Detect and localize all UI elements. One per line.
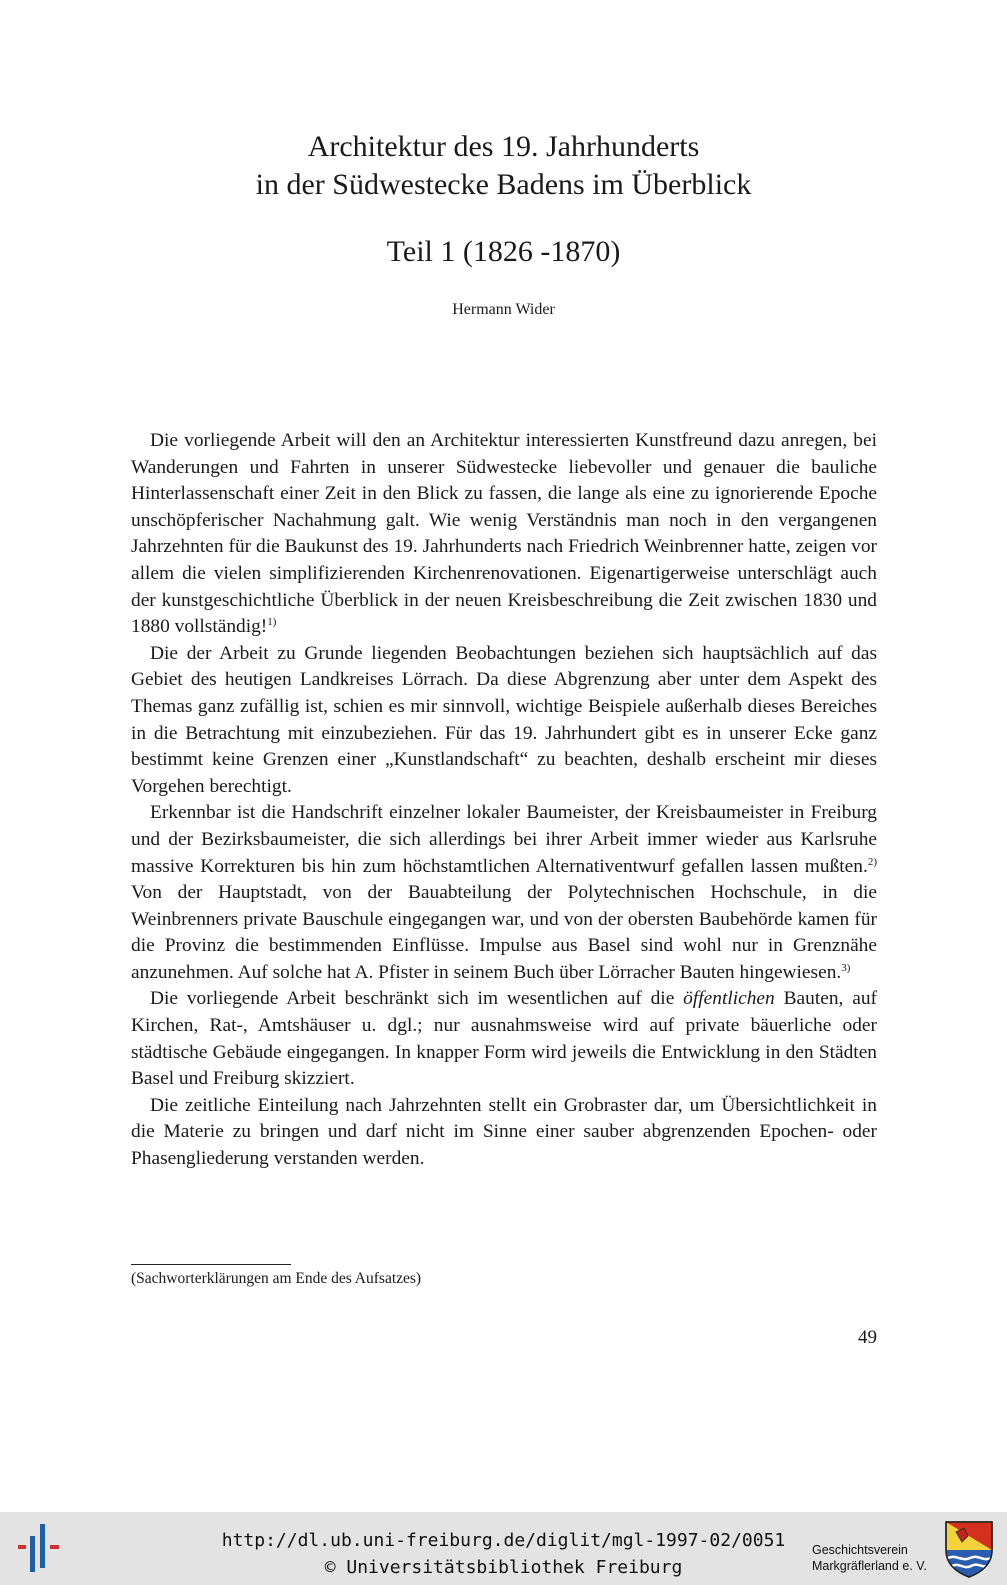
society-line-2: Markgräflerland e. V. <box>812 1559 927 1573</box>
footnote-ref-3: 3) <box>841 961 851 974</box>
author-name: Hermann Wider <box>452 301 555 318</box>
title-line-2: in der Südwestecke Badens im Überblick <box>255 168 752 201</box>
paragraph-3 <box>131 800 877 986</box>
paragraph-text: Die der Arbeit zu Grunde liegenden Beobachtungen beziehen sich hauptsächlich auf das Gebiet des heutigen Landkreises Lörrach. Da diese Abgrenzung aber unter dem Aspekt des Themas ganz zufällig ist, schien es mir sinnvoll, wichtige Beispiele außerhalb dieses Bereiches in die Betrachtung mit einzubeziehen. Für das 19. Jahrhundert gibt es in unserer Ecke ganz bestimmt keine Grenzen einer „Kunstlandschaft“ zu beachten, deshalb erscheint mir dieses Vorgehen berechtigt. <box>131 642 877 797</box>
paragraph-text: Von der Hauptstadt, von der Bauabteilung der Polytechnischen Hochschule, in die Weinbrenners private Bauschule eingegangen war, und von der obersten Baubehörde kamen für die Provinz die bestimmenden Einflüsse. Impulse aus Basel sind wohl nur in Grenznähe anzunehmen. Auf solche hat A. Pfister in seinem Buch über Lörracher Bauten hingewiesen. <box>131 882 877 983</box>
paragraph-text: Bauten, auf Kirchen, Rat-, Amtshäuser u. dgl.; nur ausnahmsweise wird auf private bäuerliche oder städtische Gebäude eingegangen. In knapper Form wird jeweils die Entwicklung in den Städten Basel und Freiburg skizziert. <box>131 988 877 1090</box>
footnote-divider <box>131 1264 291 1265</box>
society-name <box>812 1542 927 1574</box>
footnote-ref-2: 2) <box>867 855 877 868</box>
article-title <box>0 128 1007 204</box>
paragraph-4 <box>131 986 877 1092</box>
paragraph-text: Die vorliegende Arbeit will den an Architektur interessierten Kunstfreund dazu anregen, bei Wanderungen und Fahrten in unserer Südwestecke liebevoller und genauer die bauliche Hinterlassenschaft einer Zeit in den Blick zu fassen, die lange als eine zu ignorierende Epoche unschöpferischer Nachahmung galt. Wie wenig Verständnis man noch in den vergangenen Jahrzehnten für die Baukunst des 19. Jahrhunderts nach Friedrich Weinbrenner hatte, zeigen vor allem die vielen simplifizierenden Kirchenrenovationen. Eigenartigerweise unterschlägt auch der kunstgeschichtliche Überblick in der neuen Kreisbeschreibung die Zeit zwischen 1830 und 1880 vollständig! <box>131 430 877 638</box>
paragraph-text: Erkennbar ist die Handschrift einzelner lokaler Baumeister, der Kreisbaumeister in Freiburg und der Bezirksbaumeister, die sich allerdings bei ihrer Arbeit immer wieder aus Karlsruhe massive Korrekturen bis hin zum höchstamtlichen Alternativentwurf gefallen lassen mußten. <box>131 802 877 877</box>
title-line-1: Architektur des 19. Jahrhunderts <box>307 130 700 163</box>
emphasized-word: öffentlichen <box>683 988 775 1010</box>
footnote-ref-1: 1) <box>267 616 277 629</box>
copyright-text: © Universitätsbibliothek Freiburg <box>324 1557 683 1578</box>
society-line-1: Geschichtsverein <box>812 1543 908 1557</box>
source-url-link[interactable]: http://dl.ub.uni-freiburg.de/diglit/mgl-1997-02/0051 <box>221 1530 786 1551</box>
paragraph-1 <box>131 428 877 641</box>
footer-bar <box>0 1512 1007 1585</box>
paragraph-text: Die vorliegende Arbeit beschränkt sich im wesentlichen auf die <box>150 988 684 1010</box>
article-subtitle: Teil 1 (1826 -1870) <box>386 235 621 268</box>
coat-of-arms-icon <box>944 1520 994 1578</box>
paragraph-5 <box>131 1093 877 1173</box>
article-body <box>131 428 877 1173</box>
page-number: 49 <box>858 1327 877 1348</box>
paragraph-2 <box>131 641 877 801</box>
footnote: (Sachworterklärungen am Ende des Aufsatzes) <box>131 1270 422 1287</box>
paragraph-text: Die zeitliche Einteilung nach Jahrzehnten stellt ein Grobraster dar, um Übersichtlichkeit in die Materie zu bringen und darf nicht im Sinne einer sauber abgrenzenden Epochen- oder Phasengliederung verstanden werden. <box>131 1094 877 1170</box>
